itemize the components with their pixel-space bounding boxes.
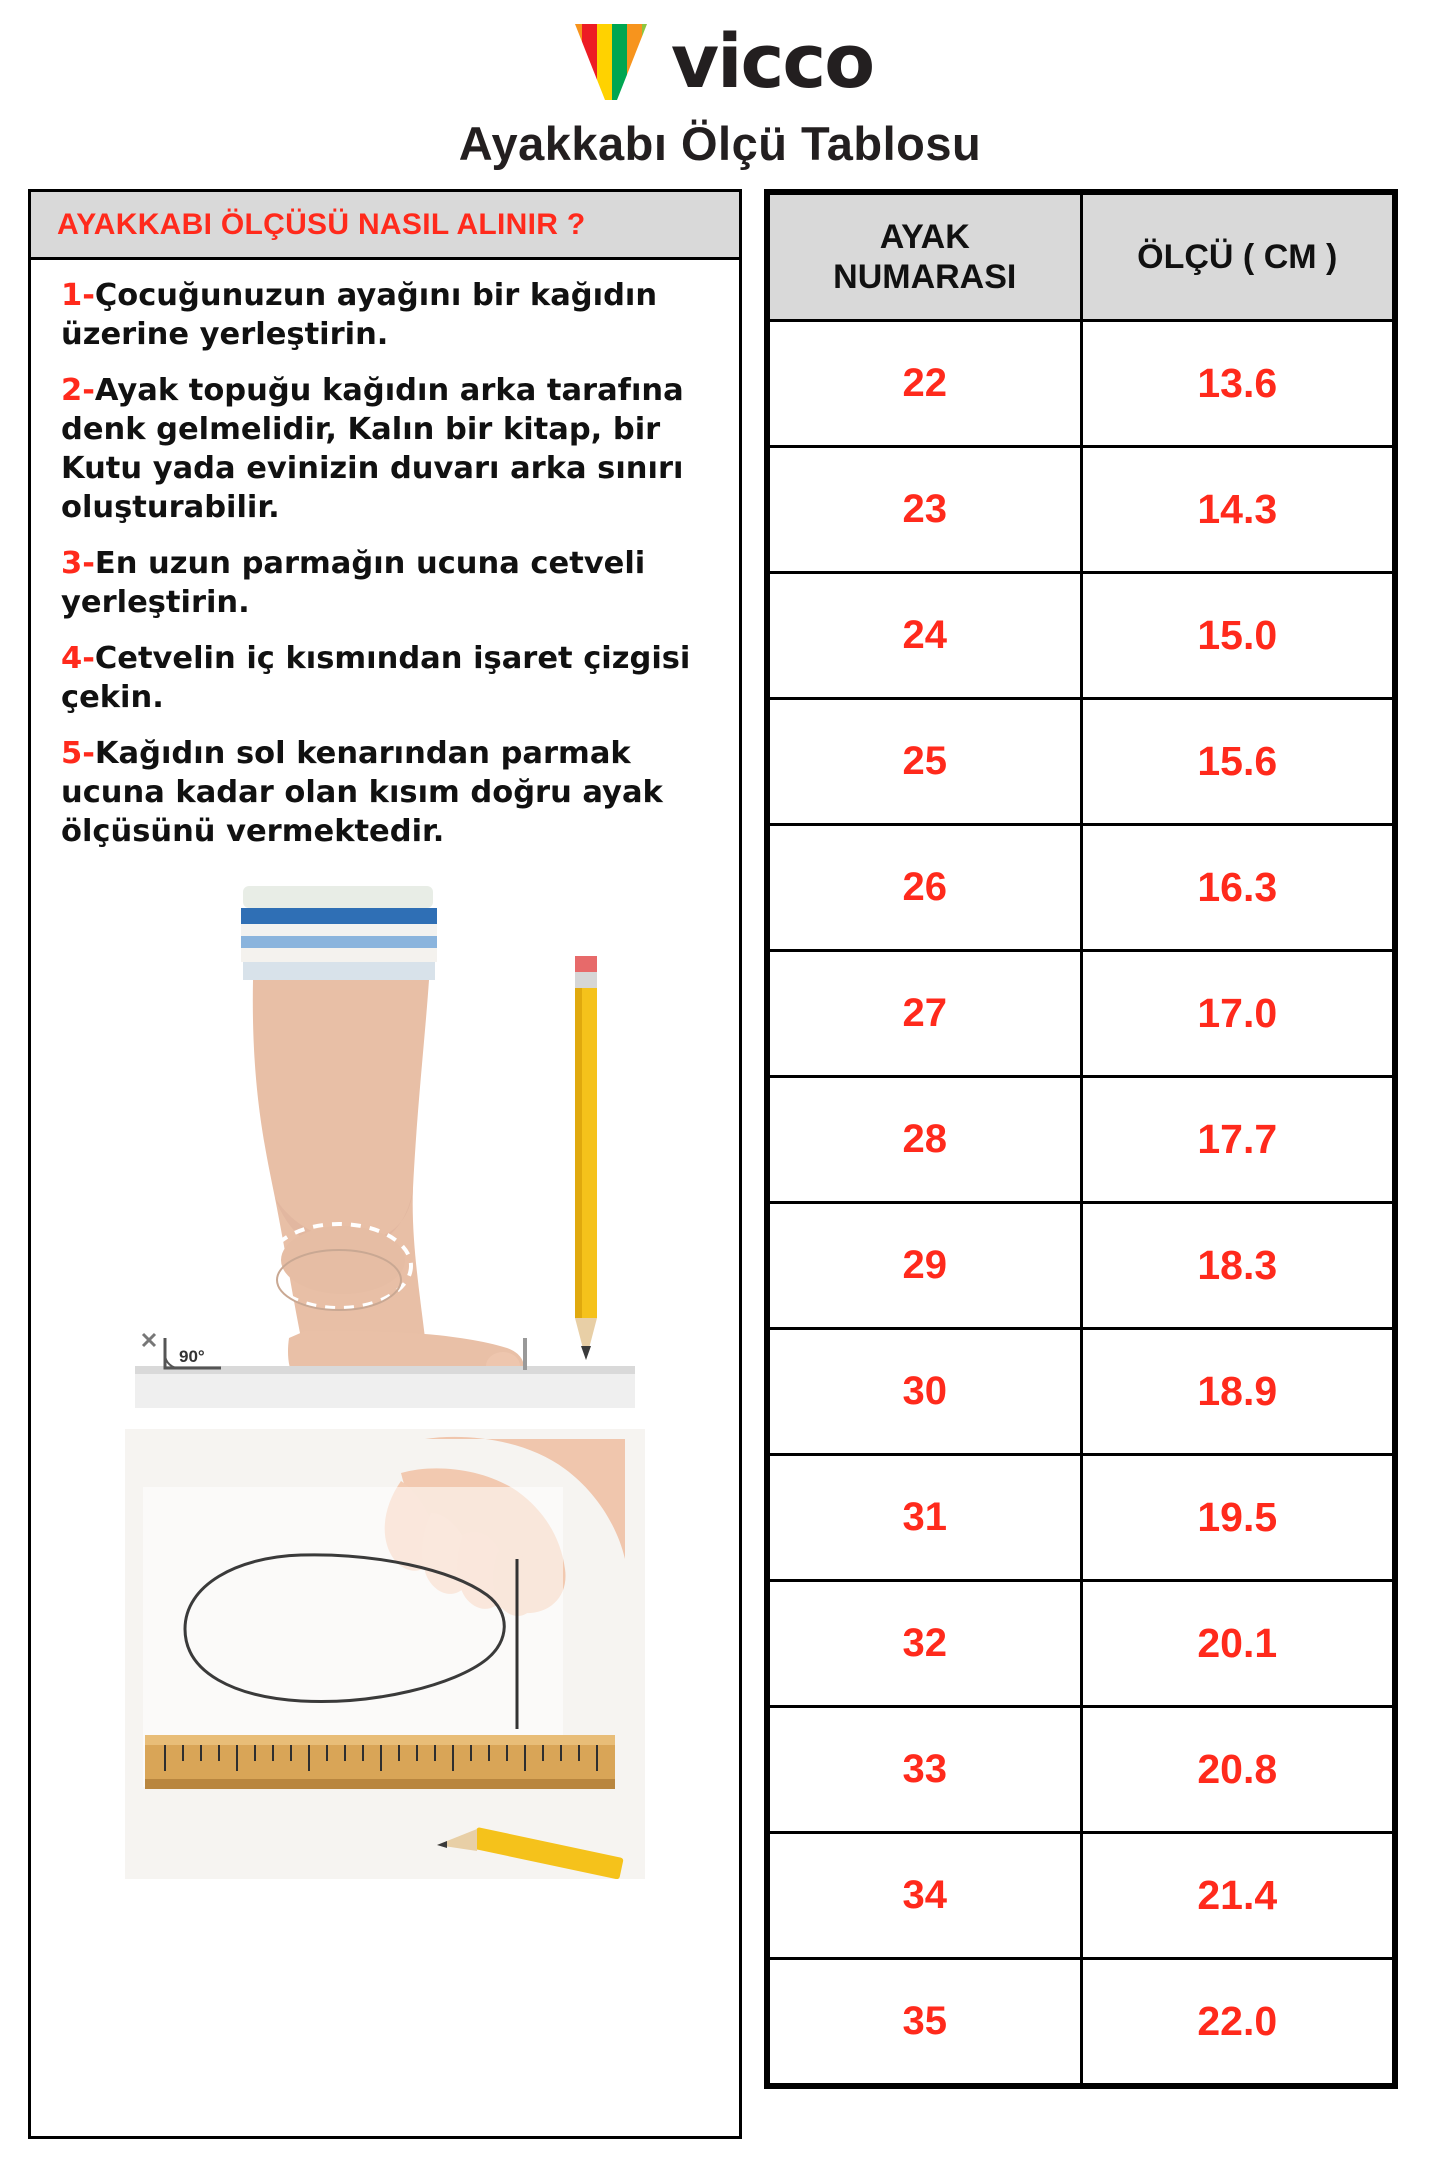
step-number: 5- xyxy=(61,736,95,772)
table-row xyxy=(769,321,1394,447)
page-title: Ayakkabı Ölçü Tablosu xyxy=(458,117,982,170)
table-row xyxy=(769,1959,1394,2085)
cell-size: 28 xyxy=(769,1077,1082,1203)
table-row xyxy=(769,1203,1394,1329)
cell-cm: 18.9 xyxy=(1081,1329,1394,1455)
cell-cm: 15.0 xyxy=(1081,573,1394,699)
step-number: 3- xyxy=(61,546,95,582)
list-item xyxy=(61,371,717,527)
child-leg-foot-measure-photo xyxy=(125,868,645,1413)
table-row xyxy=(769,1077,1394,1203)
step-number: 4- xyxy=(61,641,95,677)
vicco-v-logo-icon xyxy=(567,18,655,106)
size-table-panel xyxy=(764,189,1398,2089)
cell-size: 22 xyxy=(769,321,1082,447)
main-content xyxy=(28,189,1412,2139)
table-row xyxy=(769,1455,1394,1581)
cell-size: 33 xyxy=(769,1707,1082,1833)
step-number: 2- xyxy=(61,373,95,409)
howto-steps-list xyxy=(31,260,739,851)
cell-size: 27 xyxy=(769,951,1082,1077)
cell-cm: 17.7 xyxy=(1081,1077,1394,1203)
cell-cm: 21.4 xyxy=(1081,1833,1394,1959)
list-item xyxy=(61,639,717,717)
cell-size: 34 xyxy=(769,1833,1082,1959)
column-header-line1: AYAK xyxy=(879,217,970,256)
cell-cm: 13.6 xyxy=(1081,321,1394,447)
cell-cm: 20.8 xyxy=(1081,1707,1394,1833)
cell-cm: 20.1 xyxy=(1081,1581,1394,1707)
step-text: Çocuğunuzun ayağını bir kağıdın üzerine yerleştirin. xyxy=(61,278,658,353)
hand-tracing-foot-on-paper-with-ruler-photo xyxy=(125,1429,645,1879)
cell-size: 25 xyxy=(769,699,1082,825)
list-item xyxy=(61,276,717,354)
column-header-line1: ÖLÇÜ ( CM ) xyxy=(1137,237,1338,276)
column-header-line2: NUMARASI xyxy=(833,258,1017,296)
brand-logo xyxy=(28,14,1412,110)
column-header-measure-cm xyxy=(1081,194,1394,321)
cell-size: 23 xyxy=(769,447,1082,573)
list-item xyxy=(61,544,717,622)
step-number: 1- xyxy=(61,278,95,313)
cell-cm: 17.0 xyxy=(1081,951,1394,1077)
svg-text:90°: 90° xyxy=(179,1347,205,1367)
table-row xyxy=(769,1707,1394,1833)
cell-size: 29 xyxy=(769,1203,1082,1329)
cell-cm: 19.5 xyxy=(1081,1455,1394,1581)
howto-banner-label: AYAKKABI ÖLÇÜSÜ NASIL ALINIR ? xyxy=(57,207,586,241)
cell-cm: 15.6 xyxy=(1081,699,1394,825)
table-row xyxy=(769,1581,1394,1707)
table-row xyxy=(769,1833,1394,1959)
table-row xyxy=(769,573,1394,699)
table-header-row xyxy=(769,194,1394,321)
size-table xyxy=(767,192,1395,2086)
step-text: Kağıdın sol kenarından parmak ucuna kadar olan kısım doğru ayak ölçüsünü vermektedir. xyxy=(61,736,663,850)
brand-name: vicco xyxy=(670,19,874,105)
cell-cm: 18.3 xyxy=(1081,1203,1394,1329)
table-row xyxy=(769,447,1394,573)
table-row xyxy=(769,699,1394,825)
table-row xyxy=(769,1329,1394,1455)
page-header xyxy=(28,0,1412,171)
cell-cm: 16.3 xyxy=(1081,825,1394,951)
cell-size: 31 xyxy=(769,1455,1082,1581)
column-header-foot-size xyxy=(769,194,1082,321)
cell-size: 30 xyxy=(769,1329,1082,1455)
cell-cm: 14.3 xyxy=(1081,447,1394,573)
step-text: Cetvelin iç kısmından işaret çizgisi çekin. xyxy=(61,641,691,716)
size-table-body xyxy=(769,321,1394,2085)
table-row xyxy=(769,951,1394,1077)
list-item xyxy=(61,734,717,851)
cell-size: 24 xyxy=(769,573,1082,699)
cell-size: 35 xyxy=(769,1959,1082,2085)
howto-panel xyxy=(28,189,742,2139)
howto-banner xyxy=(31,192,739,260)
cell-cm: 22.0 xyxy=(1081,1959,1394,2085)
step-text: Ayak topuğu kağıdın arka tarafına denk gelmelidir, Kalın bir kitap, bir Kutu yada evinizin duvarı arka sınırı oluşturabilir. xyxy=(61,373,684,526)
step-text: En uzun parmağın ucuna cetveli yerleştirin. xyxy=(61,546,646,621)
table-row xyxy=(769,825,1394,951)
cell-size: 32 xyxy=(769,1581,1082,1707)
cell-size: 26 xyxy=(769,825,1082,951)
